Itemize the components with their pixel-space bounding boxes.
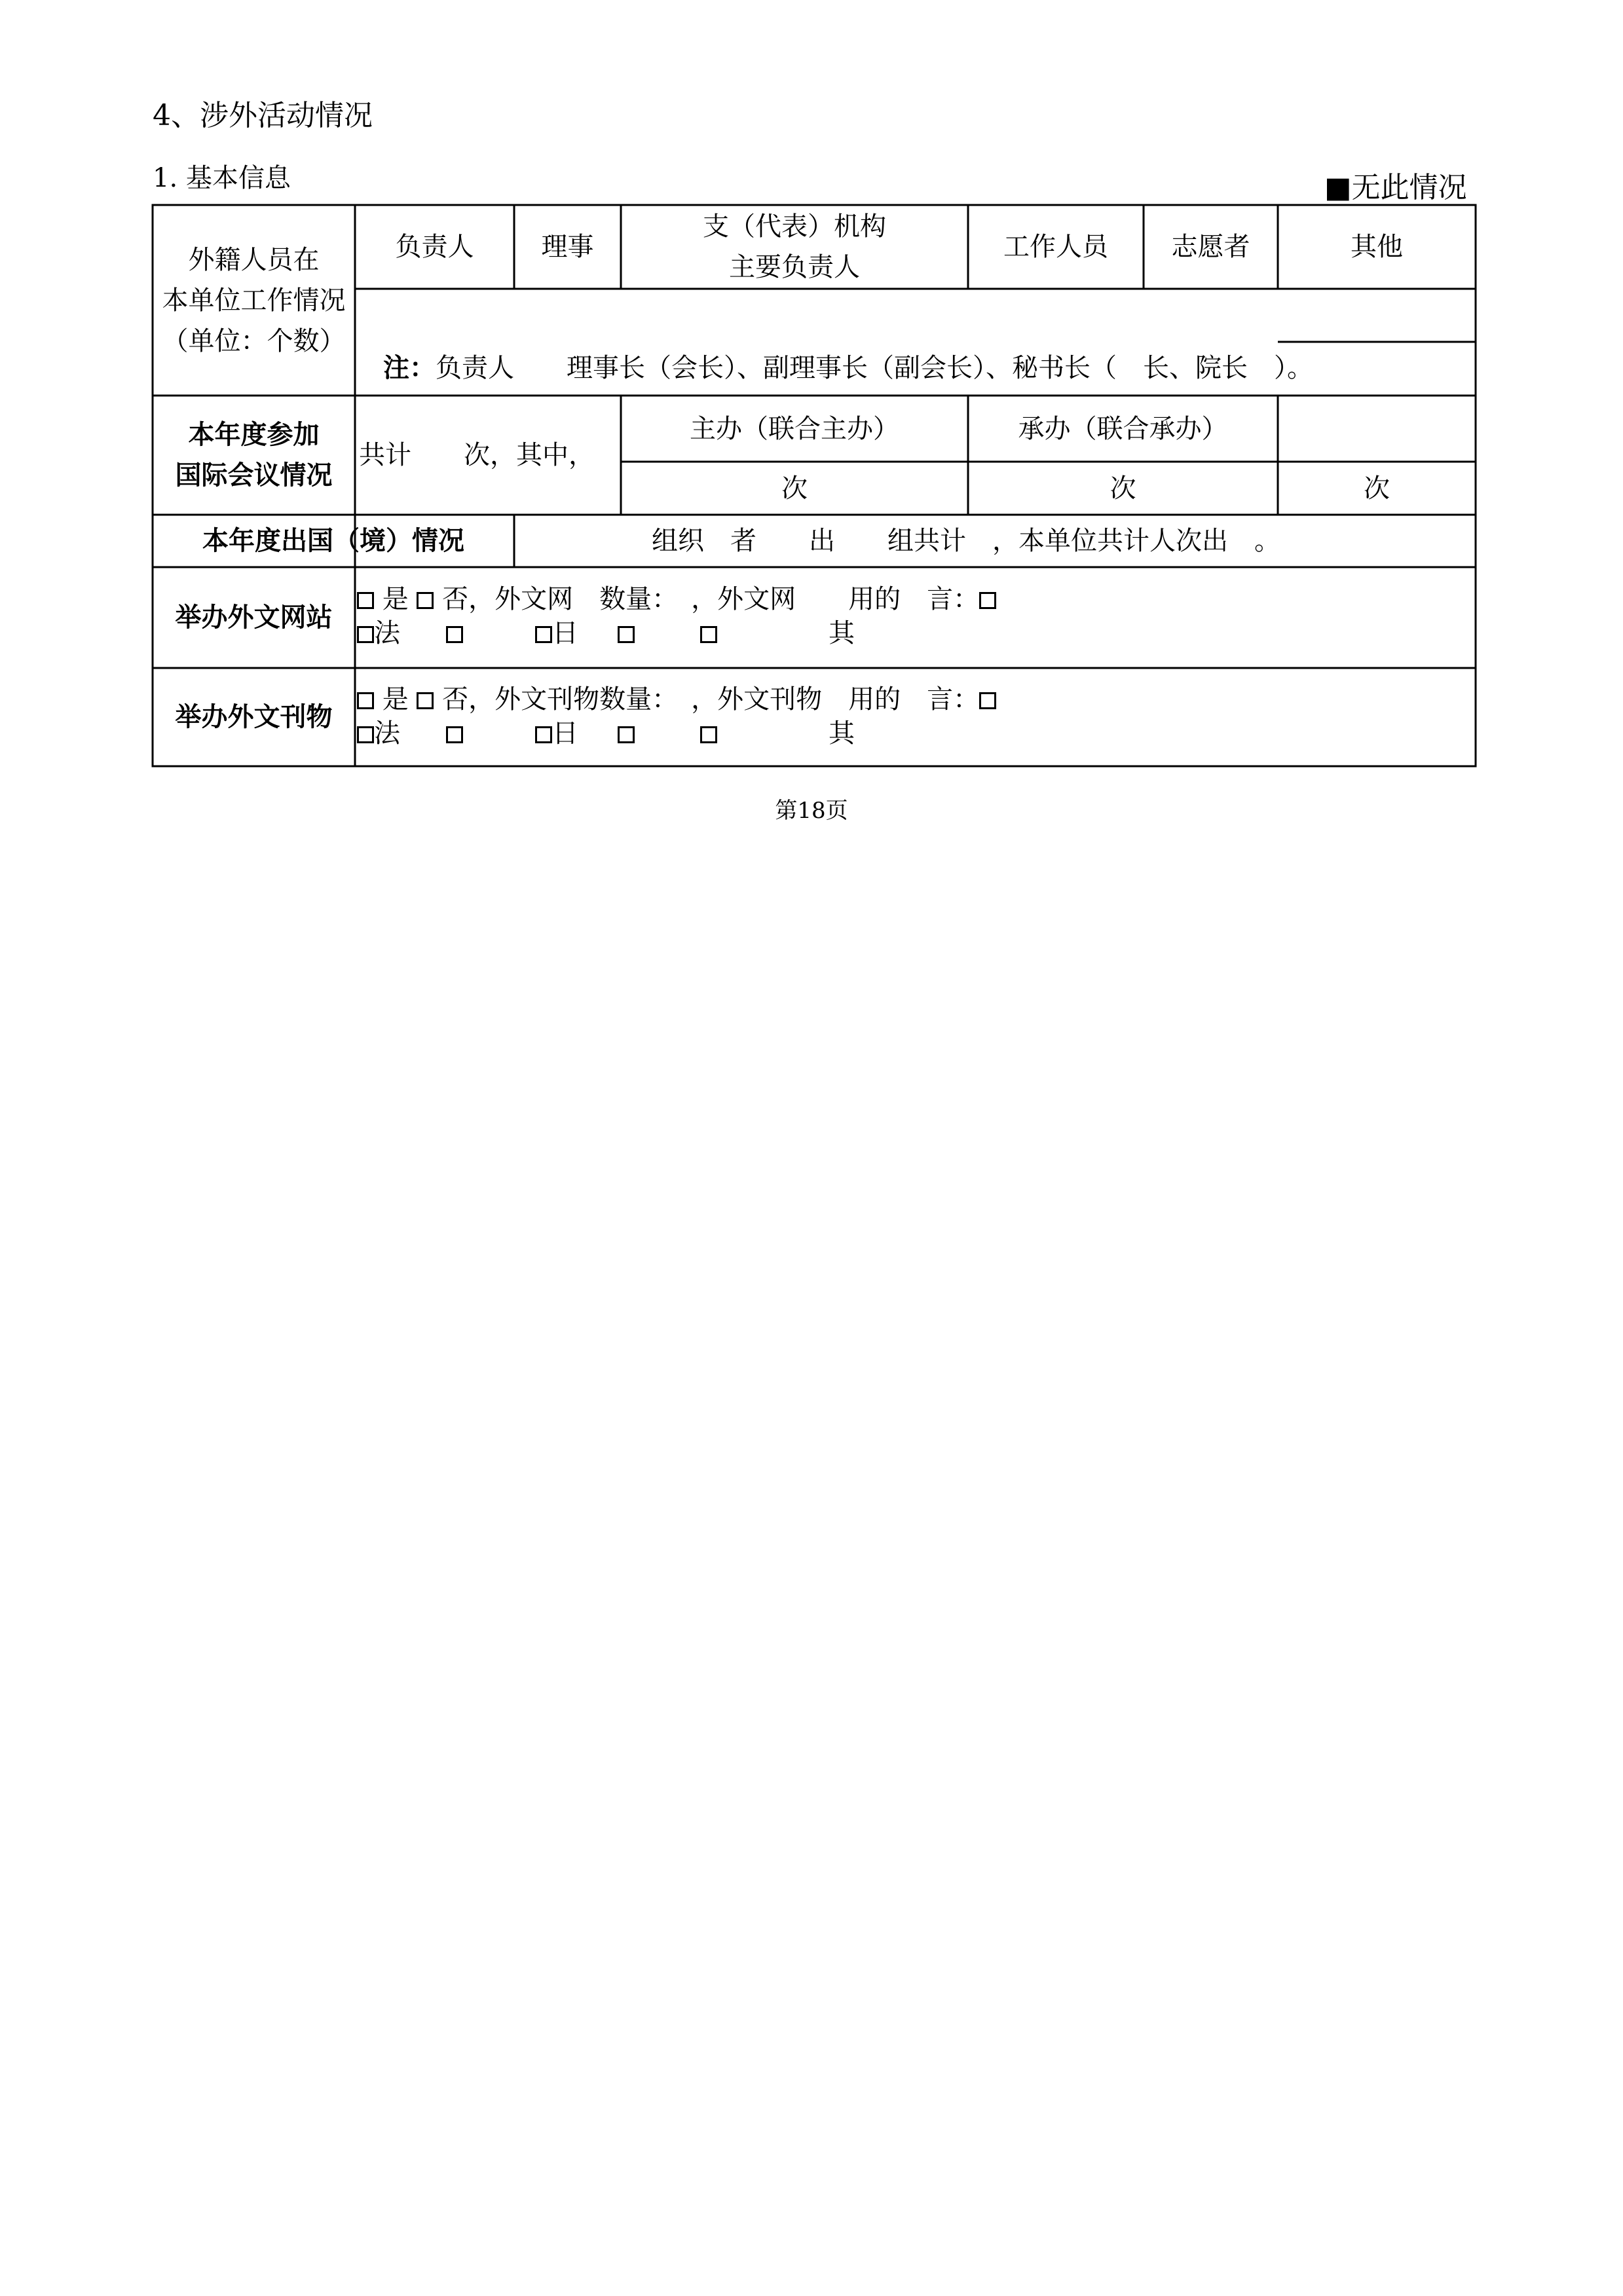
host-header: 主办（联合主办） bbox=[690, 413, 899, 444]
website-row-label: 举办外文网站 bbox=[175, 602, 333, 633]
col-branch-head bbox=[621, 205, 968, 289]
journal-yes-checkbox[interactable] bbox=[357, 692, 374, 709]
journal-lang-checkbox-4[interactable] bbox=[700, 726, 717, 743]
note bbox=[383, 348, 1313, 388]
conference-total: 共计 次，其中， bbox=[359, 440, 595, 470]
section-title: 4、涉外活动情况 bbox=[153, 99, 373, 132]
foreign-staff-label-line2: 本单位工作情况 bbox=[162, 285, 346, 316]
foreign-staff-label-line1: 外籍人员在 bbox=[188, 244, 320, 275]
website-ri-checkbox[interactable] bbox=[535, 626, 552, 643]
note-label: 注： bbox=[383, 352, 436, 383]
col-fuzeren: 负责人 bbox=[395, 232, 474, 262]
col-staff: 工作人员 bbox=[1003, 232, 1108, 262]
journal-options bbox=[357, 682, 996, 750]
abroad-row-label: 本年度出国（境）情况 bbox=[202, 525, 464, 556]
journal-yes-label: 是 bbox=[382, 684, 409, 714]
website-fa-label: 法 bbox=[374, 618, 400, 648]
foreign-staff-row-label bbox=[153, 205, 355, 396]
website-line1 bbox=[357, 582, 996, 616]
abroad-text: 组织 者 出 组共计 ，本单位共计人次出 。 bbox=[652, 526, 1280, 556]
website-no-checkbox[interactable] bbox=[417, 592, 434, 609]
conference-label-line2: 国际会议情况 bbox=[175, 460, 333, 491]
col-volunteer: 志愿者 bbox=[1171, 232, 1250, 262]
conference-row-label bbox=[153, 396, 355, 515]
website-qi-label: 其 bbox=[829, 618, 855, 648]
times-organizer: 次 bbox=[1110, 473, 1136, 504]
journal-lang-checkbox-2[interactable] bbox=[446, 726, 463, 743]
website-lang-checkbox-2[interactable] bbox=[446, 626, 463, 643]
organizer-header: 承办（联合承办） bbox=[1018, 413, 1228, 444]
website-line2 bbox=[357, 616, 996, 650]
col-other: 其他 bbox=[1351, 232, 1403, 262]
no-case-checkbox-label[interactable]: ■无此情况 bbox=[1324, 171, 1467, 204]
journal-line1 bbox=[357, 682, 996, 716]
note-text: 负责人 理事长（会长）、副理事长（副会长）、秘书长（ 长、院长 ）。 bbox=[436, 353, 1313, 383]
col-branch-line2: 主要负责人 bbox=[729, 252, 860, 282]
journal-ri-label: 日 bbox=[552, 718, 578, 749]
foreign-staff-label-line3: （单位：个数） bbox=[162, 325, 346, 356]
journal-no-checkbox[interactable] bbox=[417, 692, 434, 709]
website-ri-label: 日 bbox=[552, 618, 578, 648]
website-lang-checkbox-4[interactable] bbox=[700, 626, 717, 643]
journal-fa-label: 法 bbox=[374, 718, 400, 749]
journal-ri-checkbox[interactable] bbox=[535, 726, 552, 743]
conference-label-line1: 本年度参加 bbox=[188, 419, 320, 450]
website-lang-checkbox-1[interactable] bbox=[979, 592, 996, 609]
col-lishi: 理事 bbox=[541, 232, 594, 262]
journal-fa-checkbox[interactable] bbox=[357, 726, 374, 743]
website-options bbox=[357, 582, 996, 650]
website-yes-label: 是 bbox=[382, 584, 409, 614]
journal-qi-label: 其 bbox=[829, 718, 855, 749]
website-yes-checkbox[interactable] bbox=[357, 592, 374, 609]
website-no-text: 否，外文网 数量： ，外文网 用的 言： bbox=[442, 584, 980, 614]
page-number: 第18页 bbox=[775, 798, 848, 824]
journal-no-text: 否，外文刊物数量： ，外文刊物 用的 言： bbox=[442, 684, 980, 714]
website-fa-checkbox[interactable] bbox=[357, 626, 374, 643]
website-lang-checkbox-3[interactable] bbox=[618, 626, 635, 643]
journal-line2 bbox=[357, 716, 996, 750]
journal-lang-checkbox-1[interactable] bbox=[979, 692, 996, 709]
times-other: 次 bbox=[1364, 473, 1390, 504]
journal-row-label: 举办外文刊物 bbox=[175, 701, 333, 732]
col-branch-line1: 支（代表）机构 bbox=[703, 212, 886, 242]
sub-title: 1. 基本信息 bbox=[153, 163, 291, 193]
journal-lang-checkbox-3[interactable] bbox=[618, 726, 635, 743]
times-host: 次 bbox=[781, 473, 808, 504]
